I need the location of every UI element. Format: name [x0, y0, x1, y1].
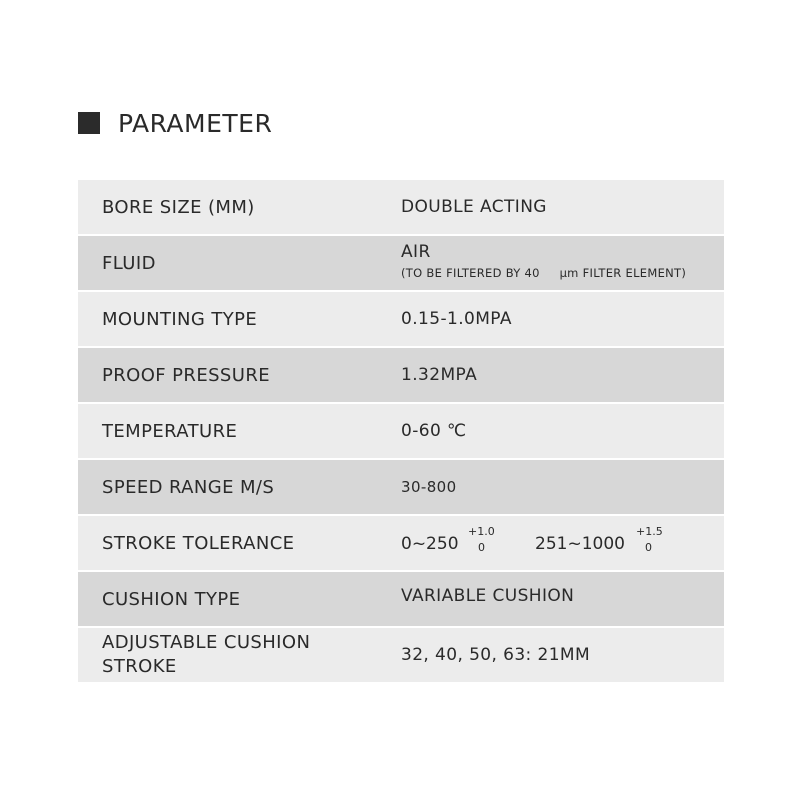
fluid-value — [401, 242, 686, 280]
row-value: 0-60 ℃ — [401, 421, 467, 441]
tolerance-upper: +1.5 — [636, 525, 663, 538]
tolerance-range: 0~250 — [401, 534, 459, 554]
parameter-table — [78, 180, 724, 684]
section-header — [78, 105, 272, 141]
row-label: TEMPERATURE — [102, 420, 238, 442]
row-label-line-1: ADJUSTABLE CUSHION — [102, 632, 311, 653]
filter-note: (TO BE FILTERED BY 40 μm FILTER ELEMENT) — [401, 266, 687, 280]
table-row-fluid — [78, 236, 724, 290]
row-label: BORE SIZE (MM) — [102, 196, 255, 218]
row-label — [102, 628, 382, 682]
table-row-stroke-tolerance — [78, 516, 724, 570]
row-value: 1.32MPA — [401, 365, 478, 385]
table-row-proof-pressure — [78, 348, 724, 402]
tolerance-lower: 0 — [478, 541, 485, 554]
row-label: MOUNTING TYPE — [102, 308, 258, 330]
row-label: CUSHION TYPE — [102, 588, 241, 610]
row-label-line-2: STROKE — [102, 656, 177, 677]
tolerance-range: 251~1000 — [535, 534, 625, 554]
header-square-icon — [78, 112, 100, 134]
row-value: AIR — [401, 242, 431, 262]
tolerance-upper: +1.0 — [468, 525, 495, 538]
row-value: 30-800 — [401, 478, 457, 496]
table-row-temperature — [78, 404, 724, 458]
row-label: FLUID — [102, 252, 156, 274]
row-value: DOUBLE ACTING — [401, 197, 547, 217]
row-label: PROOF PRESSURE — [102, 364, 271, 386]
row-value: 32, 40, 50, 63: 21MM — [401, 645, 591, 665]
table-row-cushion-type — [78, 572, 724, 626]
section-title: PARAMETER — [118, 108, 273, 138]
table-row-adjustable-cushion-stroke — [78, 628, 724, 682]
table-row-bore-size — [78, 180, 724, 234]
row-label: SPEED RANGE M/S — [102, 476, 275, 498]
table-row-speed-range — [78, 460, 724, 514]
row-value: 0.15-1.0MPA — [401, 309, 512, 329]
row-value: VARIABLE CUSHION — [401, 586, 575, 606]
table-row-mounting-type — [78, 292, 724, 346]
tolerance-lower: 0 — [645, 541, 652, 554]
row-label: STROKE TOLERANCE — [102, 532, 295, 554]
